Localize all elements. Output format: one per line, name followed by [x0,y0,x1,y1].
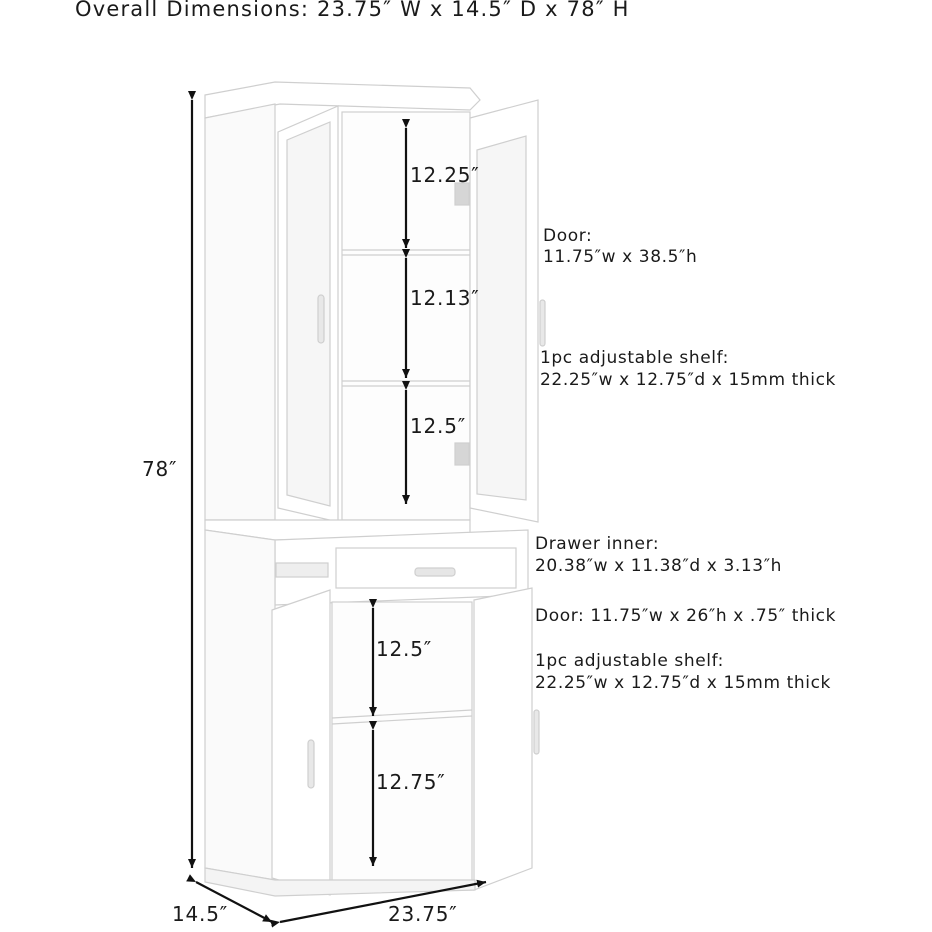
upper-door-label-2: 11.75″w x 38.5″h [543,247,698,267]
height-label: 78″ [142,457,178,481]
upper-gap-1-label: 12.25″ [410,163,480,187]
drawer-label-1: Drawer inner: [535,534,660,554]
cabinet-illustration [205,82,545,896]
upper-gap-3-label: 12.5″ [410,414,467,438]
upper-shelf-label-1: 1pc adjustable shelf: [540,348,729,368]
depth-label: 14.5″ [172,902,229,926]
upper-gap-2-label: 12.13″ [410,286,480,310]
width-label: 23.75″ [388,902,458,926]
lower-door-label: Door: 11.75″w x 26″h x .75″ thick [535,606,837,626]
lower-gap-1-label: 12.5″ [376,637,433,661]
drawer-label-2: 20.38″w x 11.38″d x 3.13″h [535,556,783,576]
upper-shelf-label-2: 22.25″w x 12.75″d x 15mm thick [540,370,836,390]
upper-door-label-1: Door: [543,226,593,246]
overall-dimensions-title: Overall Dimensions: 23.75″ W x 14.5″ D x 78″ H [75,0,630,21]
lower-shelf-label-1: 1pc adjustable shelf: [535,651,724,671]
lower-gap-2-label: 12.75″ [376,770,446,794]
lower-shelf-label-2: 22.25″w x 12.75″d x 15mm thick [535,673,831,693]
